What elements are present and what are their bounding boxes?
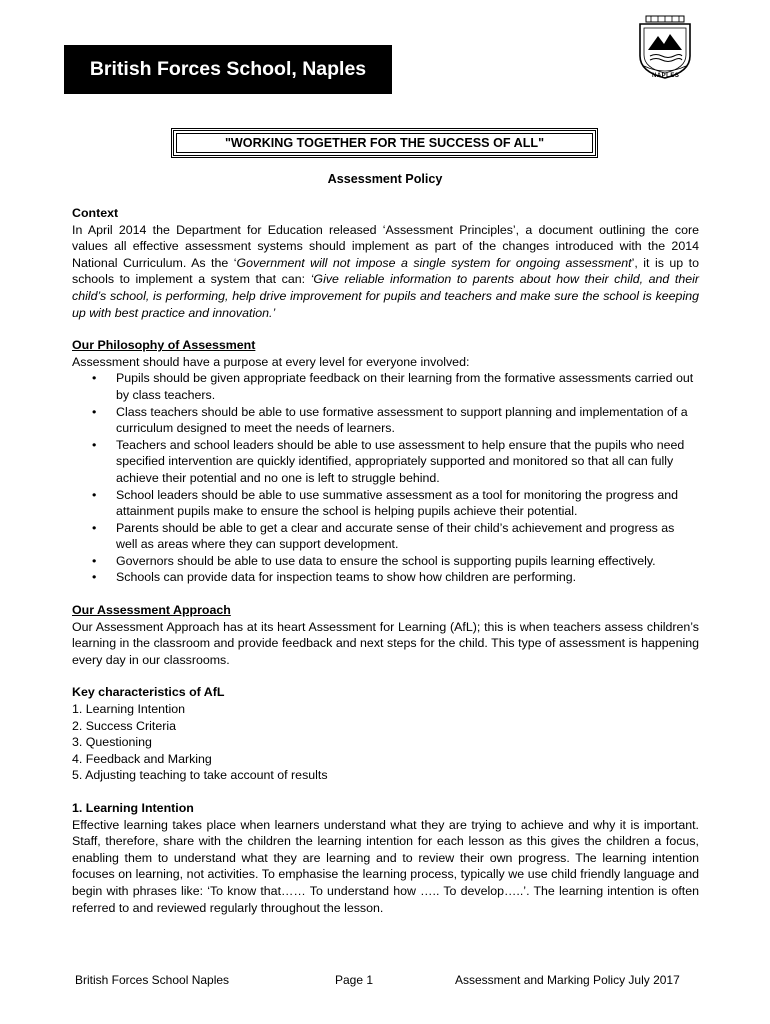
- list-item: • Class teachers should be able to use formative assessment to support planning and implementation of a curriculum designed to meet the needs of learners.: [72, 404, 699, 437]
- footer-page-number: Page 1: [335, 973, 374, 987]
- footer-school-name: British Forces School Naples: [75, 973, 230, 987]
- philosophy-heading: Our Philosophy of Assessment: [72, 338, 256, 353]
- list-item: 1. Learning Intention: [72, 702, 185, 717]
- list-item: 2. Success Criteria: [72, 718, 176, 733]
- list-item: 3. Questioning: [72, 735, 152, 750]
- context-heading: Context: [72, 206, 119, 220]
- list-item: 5. Adjusting teaching to take account of results: [72, 768, 328, 783]
- school-crest-logo: [634, 14, 696, 82]
- footer-document-name: Assessment and Marking Policy July 2017: [455, 973, 680, 987]
- list-item: • Pupils should be given appropriate feedback on their learning from the formative assessments carried out by class teachers.: [72, 370, 699, 403]
- list-item: • School leaders should be able to use summative assessment as a tool for monitoring the progress and attainment pupils make to ensure the school is helping pupils achieve their potential.: [72, 487, 699, 520]
- list-item: • Parents should be able to get a clear and accurate sense of their child’s achievement and progress as well as areas where they can support development.: [72, 520, 699, 553]
- document-title: Assessment Policy: [327, 172, 443, 186]
- afl-heading: Key characteristics of AfL: [72, 685, 225, 700]
- list-item: • Schools can provide data for inspection teams to show how children are performing.: [72, 569, 699, 586]
- learning-intention-paragraph: Effective learning takes place when learners understand what they are trying to achieve and why it is important. Staff, therefore, share with the children the learning intention for each lesson as this gives the children a focus, enabling them to understand what they are learning and to review their own progress. The learning intention focuses on learning, not activities. To emphasise the learning process, typically we use child friendly language and begin with phrases like: ‘To know that…… To understand how ….. To develop…..’. The learning intention is often referred to and reviewed regularly throughout the lesson.: [72, 817, 699, 915]
- document-body: [72, 205, 699, 916]
- philosophy-intro: Assessment should have a purpose at every level for everyone involved:: [72, 354, 470, 369]
- list-item: • Governors should be able to use data to ensure the school is supporting pupils learning effectively.: [72, 553, 699, 570]
- list-item: 4. Feedback and Marking: [72, 751, 212, 766]
- approach-paragraph: Our Assessment Approach has at its heart Assessment for Learning (AfL); this is when teachers assess children’s learning in the classroom and provide feedback and next steps for the child. This type of assessment is happening every day in our classrooms.: [72, 619, 699, 667]
- philosophy-bullet-list: [72, 370, 699, 586]
- logo-lettering: NAPLES: [652, 73, 680, 79]
- school-motto: "WORKING TOGETHER FOR THE SUCCESS OF ALL": [176, 133, 593, 153]
- learning-intention-heading: 1. Learning Intention: [72, 801, 194, 815]
- motto-box: [171, 128, 598, 158]
- approach-heading: Our Assessment Approach: [72, 603, 231, 618]
- list-item: • Teachers and school leaders should be able to use assessment to help ensure that the pupils who need specified intervention are quickly identified, appropriately supported and monitored so that all can fully achieve their potential and no one is left to struggle behind.: [72, 437, 699, 487]
- context-paragraph: In April 2014 the Department for Education released ‘Assessment Principles’, a document outlining the core values all effective assessment systems should implement as part of the changes introduced with the 2014 National Curriculum. As the ‘Government will not impose a single system for ongoing assessment’, it is up to schools to implement a system that can: ‘Give reliable information to parents about how their child, and their child’s school, is performing, help drive improvement for pupils and teachers and make sure the school is keeping up with best practice and innovation.’: [72, 222, 699, 320]
- page-footer: [0, 972, 770, 990]
- school-name-banner: British Forces School, Naples: [64, 45, 392, 94]
